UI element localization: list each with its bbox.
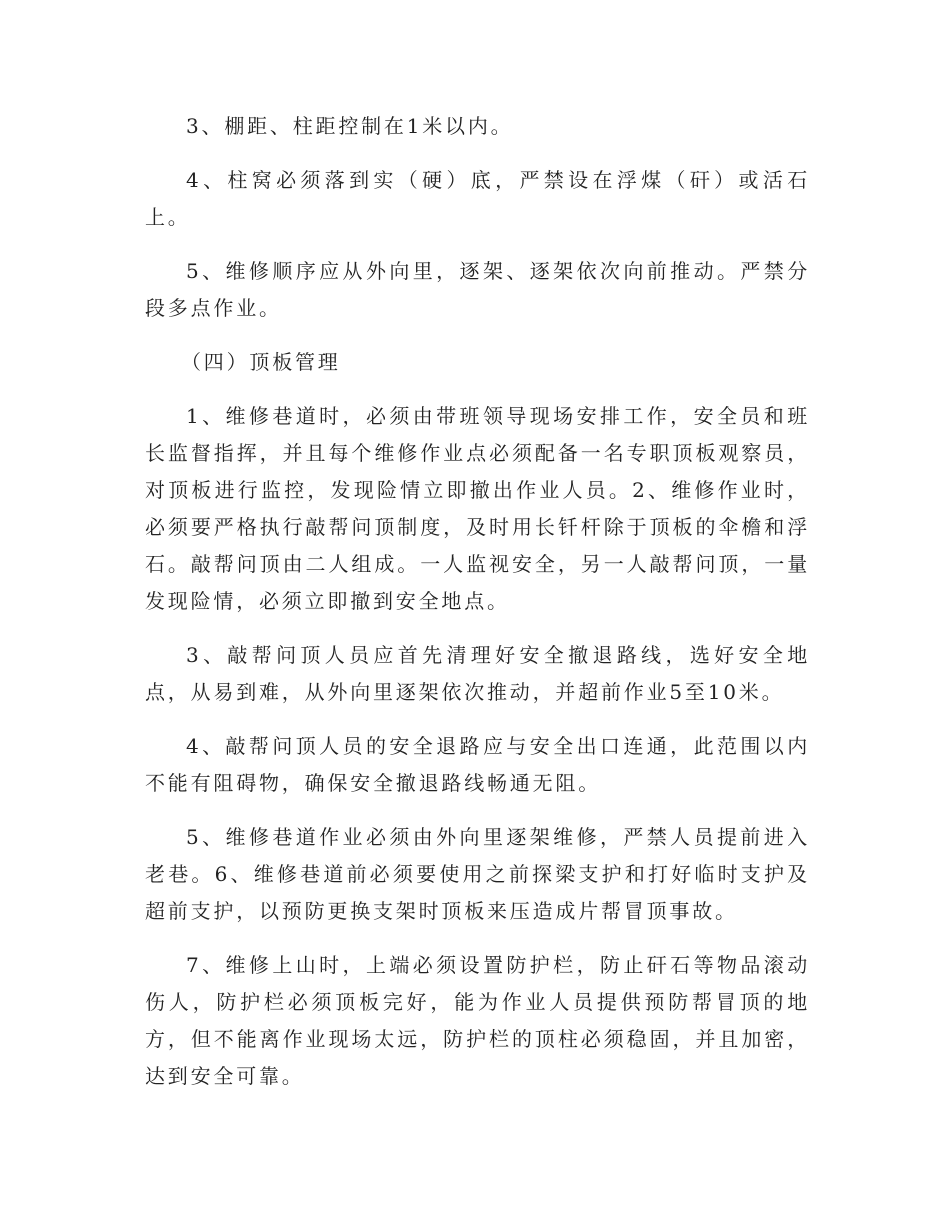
- paragraph-item-5: 5、维修顺序应从外向里，逐架、逐架依次向前推动。严禁分段多点作业。: [145, 259, 810, 320]
- paragraph-item-4: 4、柱窝必须落到实（硬）底，严禁设在浮煤（矸）或活石上。: [145, 168, 810, 229]
- paragraph-roof-5-6: 5、维修巷道作业必须由外向里逐架维修，严禁人员提前进入老巷。6、维修巷道前必须要使用之前探梁支护和打好临时支护及超前支护，以预防更换支架时顶板来压造成片帮冒顶事故。: [145, 825, 810, 923]
- document-body: [145, 108, 810, 1112]
- paragraph-roof-4: 4、敲帮问顶人员的安全退路应与安全出口连通，此范围以内不能有阻碍物，确保安全撤退路线畅通无阻。: [145, 734, 810, 795]
- paragraph-roof-7: 7、维修上山时，上端必须设置防护栏，防止矸石等物品滚动伤人，防护栏必须顶板完好，能为作业人员提供预防帮冒顶的地方，但不能离作业现场太远，防护栏的顶柱必须稳固，并且加密，达到安全可靠。: [145, 953, 810, 1088]
- paragraph-roof-3: 3、敲帮问顶人员应首先清理好安全撤退路线，选好安全地点，从易到难，从外向里逐架依次推动，并超前作业5至10米。: [145, 643, 810, 704]
- section-heading: （四）顶板管理: [181, 350, 341, 374]
- paragraph-roof-1-2: 1、维修巷道时，必须由带班领导现场安排工作，安全员和班长监督指挥，并且每个维修作业点必须配备一名专职顶板观察员，对顶板进行监控，发现险情立即撤出作业人员。2、维修作业时，必须要严格执行敲帮问顶制度，及时用长钎杆除于顶板的伞檐和浮石。敲帮问顶由二人组成。一人监视安全，另一人敲帮问顶，一量发现险情，必须立即撤到安全地点。: [145, 404, 810, 613]
- paragraph-item-3: 3、棚距、柱距控制在1米以内。: [186, 114, 514, 138]
